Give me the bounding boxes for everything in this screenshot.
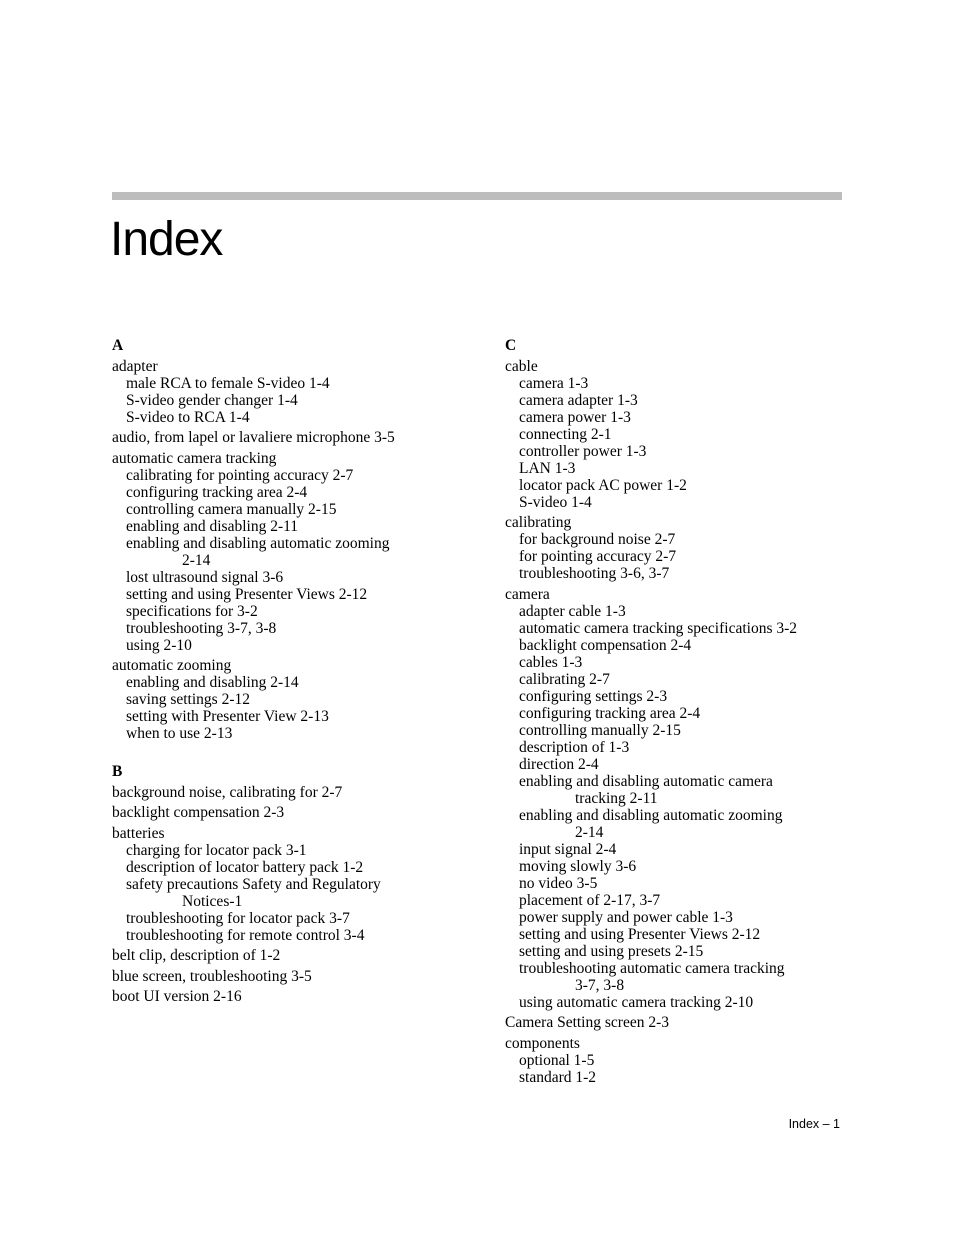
index-subentry: [505, 671, 865, 688]
index-subterm: enabling and disabling automatic camera: [519, 772, 773, 790]
index-subentry: [112, 586, 472, 603]
index-subterm: troubleshooting for locator pack 3-7: [126, 909, 350, 927]
index-entry: [112, 657, 472, 742]
index-subentry: [112, 535, 472, 569]
index-term: backlight compensation 2-3: [112, 804, 285, 821]
index-subterm: configuring tracking area 2-4: [519, 704, 701, 722]
index-subterm: description of locator battery pack 1-2: [126, 858, 364, 876]
index-subentry: [505, 1069, 865, 1086]
index-letter-heading: B: [112, 763, 123, 780]
page-footer: Index – 1: [788, 1117, 840, 1131]
index-subentry: [112, 518, 472, 535]
index-subterm: enabling and disabling 2-11: [126, 517, 299, 535]
index-subterm: connecting 2-1: [519, 425, 612, 443]
index-entry: [112, 358, 472, 426]
index-subterm: troubleshooting 3-7, 3-8: [126, 619, 277, 637]
index-subterm: for pointing accuracy 2-7: [519, 548, 677, 565]
index-subterm: standard 1-2: [519, 1068, 597, 1086]
index-subentry: [505, 531, 865, 548]
index-subentry: [505, 739, 865, 756]
index-subentry: [505, 1052, 865, 1069]
index-subentry: [112, 637, 472, 654]
index-subterm: enabling and disabling automatic zooming: [126, 534, 390, 552]
index-subterm: placement of 2-17, 3-7: [519, 891, 661, 909]
index-subentry: [505, 892, 865, 909]
index-subterm: backlight compensation 2-4: [519, 636, 692, 654]
index-subentry: [505, 875, 865, 892]
index-subterm: troubleshooting automatic camera tracking: [519, 959, 785, 977]
index-entry: [112, 429, 472, 446]
index-subentry: [505, 494, 865, 511]
index-subentry: [112, 842, 472, 859]
index-subterm: camera 1-3: [519, 374, 589, 392]
index-subterm: saving settings 2-12: [126, 691, 250, 708]
index-term: blue screen, troubleshooting 3-5: [112, 967, 312, 985]
index-term: cable: [505, 357, 538, 375]
index-term: adapter: [112, 357, 158, 375]
index-subterm: description of 1-3: [519, 738, 630, 756]
index-subentry: [505, 637, 865, 654]
index-subterm: troubleshooting 3-6, 3-7: [519, 565, 670, 582]
index-subentry: [505, 960, 865, 994]
index-subterm: input signal 2-4: [519, 840, 617, 858]
index-term: batteries: [112, 824, 165, 842]
index-subentry: [112, 725, 472, 742]
index-term: calibrating: [505, 514, 572, 531]
header-rule: [112, 192, 842, 200]
index-subterm: troubleshooting for remote control 3-4: [126, 926, 365, 944]
index-subentry: [505, 841, 865, 858]
index-entry: [112, 784, 472, 801]
index-subterm: camera adapter 1-3: [519, 391, 638, 409]
index-subterm: moving slowly 3-6: [519, 857, 637, 875]
index-subterm: setting and using presets 2-15: [519, 942, 704, 960]
index-subentry: [112, 927, 472, 944]
index-subentry: [505, 392, 865, 409]
index-subentry: [505, 409, 865, 426]
index-subterm: using 2-10: [126, 636, 192, 654]
index-column-right: [505, 331, 865, 1086]
index-subentry: [505, 926, 865, 943]
index-subterm: tracking 2-11: [575, 789, 658, 807]
index-subentry: [112, 876, 472, 910]
index-subterm: 2-14: [575, 823, 604, 841]
index-subentry: [505, 722, 865, 739]
index-entry: [112, 450, 472, 654]
index-subentry: [112, 375, 472, 392]
index-column-left: [112, 331, 472, 1005]
index-term: automatic camera tracking: [112, 449, 277, 467]
index-subentry: [505, 443, 865, 460]
index-subentry: [505, 654, 865, 671]
index-subterm: adapter cable 1-3: [519, 602, 626, 620]
index-subterm: 3-7, 3-8: [575, 976, 625, 994]
index-subentry: [505, 909, 865, 926]
index-subentry: [112, 569, 472, 586]
index-subterm: locator pack AC power 1-2: [519, 476, 687, 494]
index-subentry: [505, 620, 865, 637]
index-subterm: calibrating for pointing accuracy 2-7: [126, 466, 354, 484]
index-subentry: [505, 603, 865, 620]
index-entry: [505, 514, 865, 582]
index-subentry: [505, 565, 865, 582]
index-entry: [112, 825, 472, 944]
index-letter-heading: C: [505, 337, 517, 354]
index-subterm: Notices-1: [182, 892, 243, 910]
page-title: Index: [110, 213, 223, 266]
index-subterm: setting and using Presenter Views 2-12: [519, 925, 761, 943]
index-subentry: [505, 548, 865, 565]
index-subterm: safety precautions Safety and Regulatory: [126, 875, 381, 893]
index-subterm: specifications for 3-2: [126, 602, 258, 620]
index-subterm: 2-14: [182, 551, 211, 569]
index-entry: [112, 947, 472, 964]
index-subentry: [505, 858, 865, 875]
index-subentry: [505, 773, 865, 807]
index-term: background noise, calibrating for 2-7: [112, 783, 343, 801]
index-subterm: using automatic camera tracking 2-10: [519, 993, 754, 1011]
index-subterm: enabling and disabling automatic zooming: [519, 806, 783, 824]
index-term: audio, from lapel or lavaliere microphone 3-5: [112, 429, 395, 446]
index-subterm: camera power 1-3: [519, 408, 631, 426]
index-subterm: S-video to RCA 1-4: [126, 408, 250, 426]
index-subterm: controlling manually 2-15: [519, 721, 681, 739]
index-subentry: [112, 708, 472, 725]
index-subentry: [112, 603, 472, 620]
index-subentry: [505, 943, 865, 960]
index-subterm: cables 1-3: [519, 653, 583, 671]
index-subterm: optional 1-5: [519, 1051, 595, 1069]
index-entry: [505, 358, 865, 511]
index-subentry: [505, 994, 865, 1011]
index-subentry: [505, 460, 865, 477]
index-subterm: enabling and disabling 2-14: [126, 674, 299, 691]
index-subterm: configuring settings 2-3: [519, 687, 668, 705]
index-subentry: [112, 484, 472, 501]
index-subterm: direction 2-4: [519, 755, 599, 773]
index-subentry: [112, 859, 472, 876]
index-subentry: [505, 705, 865, 722]
index-term: belt clip, description of 1-2: [112, 947, 281, 964]
index-subentry: [505, 688, 865, 705]
index-term: automatic zooming: [112, 657, 232, 674]
index-subterm: power supply and power cable 1-3: [519, 908, 733, 926]
index-subentry: [112, 409, 472, 426]
index-subterm: controller power 1-3: [519, 442, 647, 460]
index-subterm: LAN 1-3: [519, 459, 576, 477]
index-term: components: [505, 1034, 580, 1052]
index-subentry: [112, 691, 472, 708]
index-subentry: [505, 807, 865, 841]
index-entry: [112, 804, 472, 821]
index-subterm: when to use 2-13: [126, 725, 233, 742]
index-term: camera: [505, 585, 550, 603]
index-letter-heading: A: [112, 337, 124, 354]
index-subterm: lost ultrasound signal 3-6: [126, 568, 284, 586]
index-entry: [112, 988, 472, 1005]
index-entry: [505, 1035, 865, 1086]
index-subterm: charging for locator pack 3-1: [126, 841, 307, 859]
index-subentry: [112, 910, 472, 927]
index-subentry: [112, 620, 472, 637]
index-subterm: male RCA to female S-video 1-4: [126, 374, 330, 392]
index-subentry: [505, 477, 865, 494]
index-subterm: S-video gender changer 1-4: [126, 391, 298, 409]
index-entry: [505, 1014, 865, 1031]
index-subterm: controlling camera manually 2-15: [126, 500, 337, 518]
index-subterm: S-video 1-4: [519, 493, 592, 511]
index-term: boot UI version 2-16: [112, 988, 242, 1005]
index-subterm: no video 3-5: [519, 874, 598, 892]
index-subterm: setting with Presenter View 2-13: [126, 708, 329, 725]
index-subentry: [112, 501, 472, 518]
index-entry: [505, 586, 865, 1011]
index-subentry: [505, 756, 865, 773]
index-term: Camera Setting screen 2-3: [505, 1014, 669, 1031]
index-subentry: [112, 392, 472, 409]
index-subterm: for background noise 2-7: [519, 531, 676, 548]
index-subentry: [112, 467, 472, 484]
index-subentry: [505, 375, 865, 392]
index-subterm: calibrating 2-7: [519, 670, 610, 688]
index-subterm: configuring tracking area 2-4: [126, 483, 308, 501]
index-subterm: setting and using Presenter Views 2-12: [126, 585, 368, 603]
index-subentry: [505, 426, 865, 443]
index-entry: [112, 968, 472, 985]
index-subterm: automatic camera tracking specifications 3-2: [519, 619, 798, 637]
index-subentry: [112, 674, 472, 691]
